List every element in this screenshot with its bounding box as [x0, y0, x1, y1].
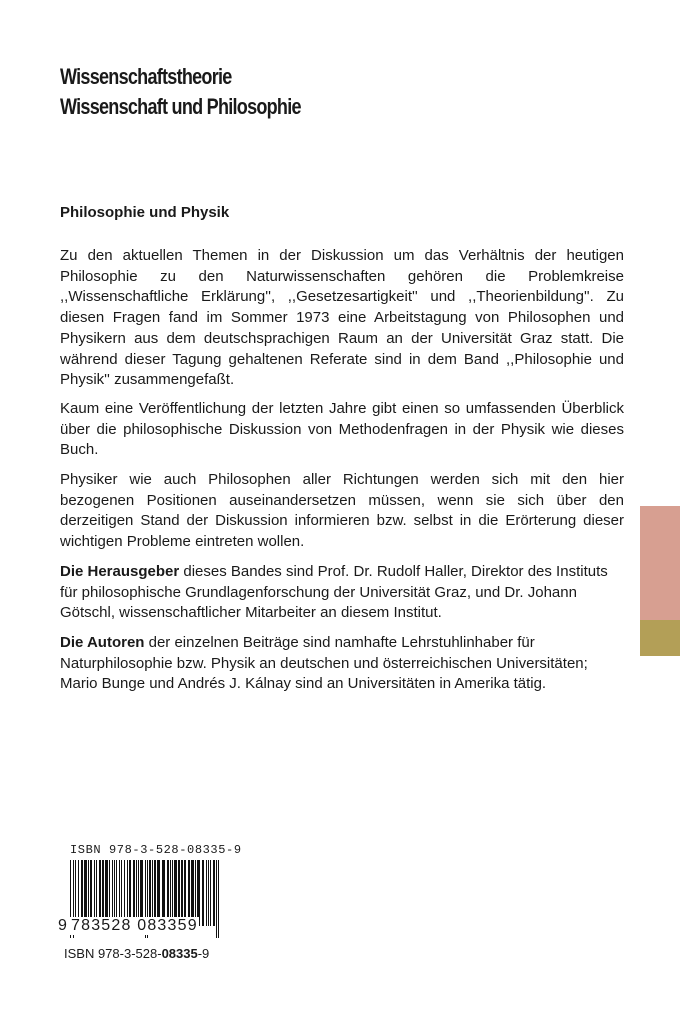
blurb — [60, 246, 624, 704]
isbn-suffix: -9 — [197, 946, 210, 961]
paragraph-3: Physiker wie auch Philosophen aller Richtungen werden sich mit den hier bezogenen Positionen auseinandersetzen müssen, wenn sie sich über den derzeitigen Stand der Diskussion informieren bzw. selbst in die Erörterung dieser wichtigen Probleme eintreten wollen. — [60, 471, 624, 551]
barcode-bar — [206, 860, 207, 926]
barcode-bar — [208, 860, 209, 926]
paragraph-editors — [60, 562, 624, 624]
paragraph-1: Zu den aktuellen Themen in der Diskussion um das Verhältnis der heutigen Philosophie zu den Naturwissenschaften gehören die Problemkreise ,,Wissenschaftliche Erklärung'', ,,Gesetzesartigkeit'' und ,,Theorienbildung''. Zu diesen Fragen fand im Sommer 1973 eine Arbeitstagung von Philosophen und Physikern aus dem deutschsprachigen Raum an der Universität Graz statt. Die während dieser Tagung gehaltenen Referate sind in dem Band ,,Philosophie und Physik'' zusammengefaßt. — [60, 247, 624, 389]
editors-text: dieses Bandes sind Prof. Dr. Rudolf Haller, Direktor des Instituts für philosophische Grundlagenforschung der Universität Graz, und Dr. Johann Götschl, wissenschaftlicher Mitarbeiter an diesem Institut. — [60, 562, 608, 622]
paragraph-2: Kaum eine Veröffentlichung der letzten Jahre gibt einen so umfassenden Überblick über die philosophische Diskussion von Methodenfragen in der Physik wie dieses Buch. — [60, 399, 624, 459]
isbn-label-top: ISBN 978-3-528-08335-9 — [70, 843, 242, 857]
barcode-bar — [210, 860, 211, 926]
color-bar-gold — [640, 620, 680, 656]
barcode-bar — [213, 860, 215, 926]
paragraph-authors — [60, 633, 624, 695]
barcode-digits: 783528 083359 — [71, 917, 198, 934]
isbn-prefix: ISBN 978-3-528- — [64, 946, 162, 961]
isbn-bold-part: 08335 — [161, 946, 198, 961]
editors-lead: Die Herausgeber — [60, 562, 180, 580]
isbn-label-bottom — [64, 946, 209, 961]
barcode-bar — [218, 860, 219, 938]
series-line-2: Wissenschaft und Philosophie — [60, 94, 301, 119]
barcode-bar — [202, 860, 204, 926]
authors-lead: Die Autoren — [60, 633, 145, 651]
barcode-bar — [216, 860, 217, 938]
series-title — [60, 62, 301, 122]
barcode-lead-digit: 9 — [58, 917, 67, 934]
color-bar-pink — [640, 506, 680, 620]
book-heading: Philosophie und Physik — [60, 204, 230, 221]
series-line-1: Wissenschaftstheorie — [60, 64, 232, 89]
authors-text: der einzelnen Beiträge sind namhafte Lehrstuhlinhaber für Naturphilosophie bzw. Physik an deutschen und österreichischen Universitäten; Mario Bunge und Andrés J. Kálnay sind an Universitäten in Amerika tätig. — [60, 633, 588, 693]
